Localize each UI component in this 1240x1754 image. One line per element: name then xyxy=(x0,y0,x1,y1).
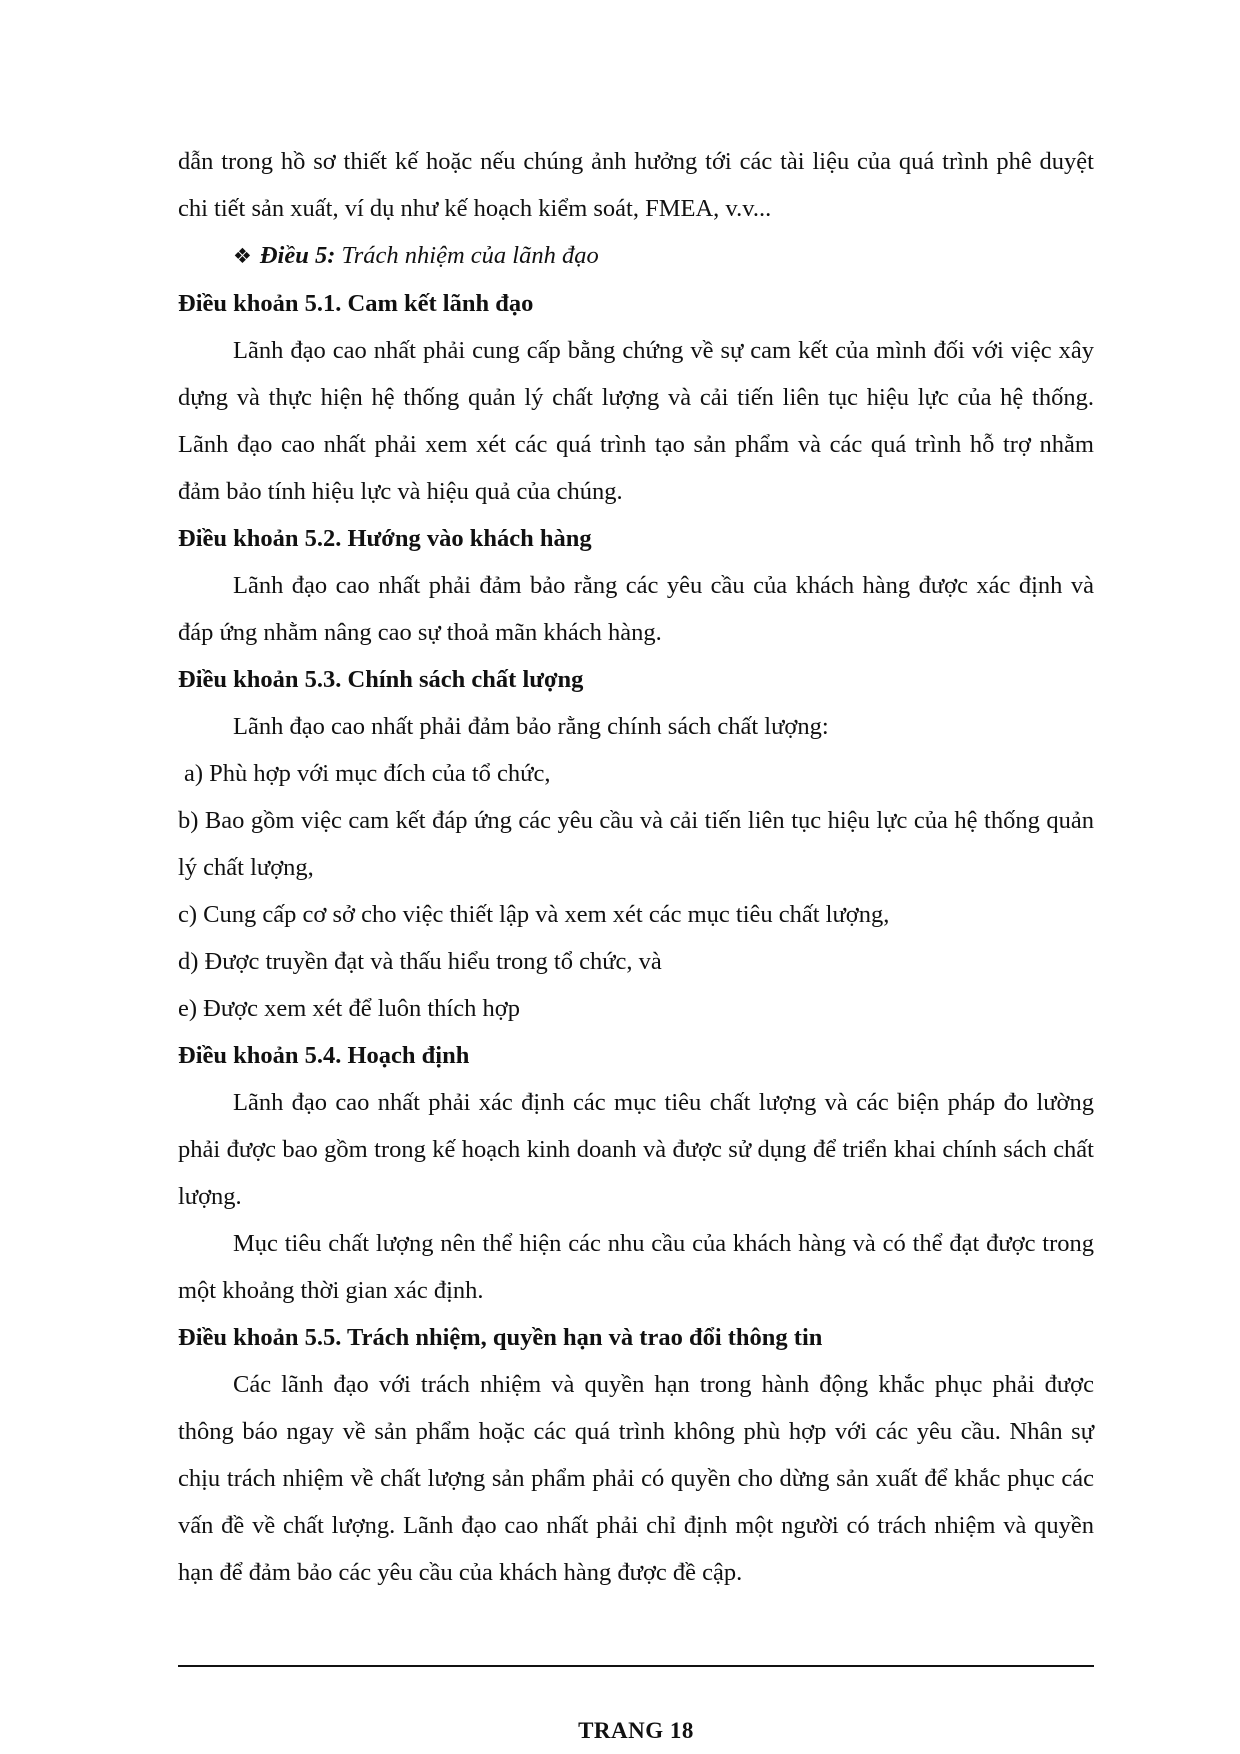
section-5-5-paragraph: Các lãnh đạo với trách nhiệm và quyền hạn trong hành động khắc phục phải được thông báo ngay về sản phẩm hoặc các quá trình không phù hợp với các yêu cầu. Nhân sự chịu trách nhiệm về chất lượng sản phẩm phải có quyền cho dừng sản xuất để khắc phục các vấn đề về chất lượng. Lãnh đạo cao nhất phải chỉ định một người có trách nhiệm và quyền hạn để đảm bảo các yêu cầu của khách hàng được đề cập. xyxy=(178,1371,1094,1586)
list-item: e) Được xem xét để luôn thích hợp xyxy=(178,995,520,1022)
footer-divider-accent xyxy=(938,1665,1094,1667)
article-heading xyxy=(178,232,1094,280)
diamond-bullet-icon: ❖ xyxy=(233,244,252,268)
section-heading-5-2: Điều khoản 5.2. Hướng vào khách hàng xyxy=(178,525,592,552)
list-item: b) Bao gồm việc cam kết đáp ứng các yêu cầu và cải tiến liên tục hiệu lực của hệ thống quản lý chất lượng, xyxy=(178,807,1094,881)
page-number: TRANG 18 xyxy=(578,1718,694,1743)
list-item: a) Phù hợp với mục đích của tổ chức, xyxy=(184,760,551,787)
article-title: Trách nhiệm của lãnh đạo xyxy=(341,242,599,269)
footer-divider-accent xyxy=(358,1665,638,1667)
list-item: c) Cung cấp cơ sở cho việc thiết lập và xem xét các mục tiêu chất lượng, xyxy=(178,901,890,928)
section-5-2-paragraph: Lãnh đạo cao nhất phải đảm bảo rằng các yêu cầu của khách hàng được xác định và đáp ứng nhằm nâng cao sự thoả mãn khách hàng. xyxy=(178,572,1094,646)
intro-continuation-paragraph: dẫn trong hồ sơ thiết kế hoặc nếu chúng ảnh hưởng tới các tài liệu của quá trình phê duyệt chi tiết sản xuất, ví dụ như kế hoạch kiểm soát, FMEA, v.v... xyxy=(178,148,1094,222)
section-heading-5-4: Điều khoản 5.4. Hoạch định xyxy=(178,1042,470,1069)
section-heading-5-5: Điều khoản 5.5. Trách nhiệm, quyền hạn và trao đổi thông tin xyxy=(178,1324,823,1351)
document-page-body xyxy=(178,138,1094,1596)
section-5-4-paragraph-2: Mục tiêu chất lượng nên thể hiện các nhu cầu của khách hàng và có thể đạt được trong một khoảng thời gian xác định. xyxy=(178,1230,1094,1304)
section-5-3-intro: Lãnh đạo cao nhất phải đảm bảo rằng chính sách chất lượng: xyxy=(233,713,829,740)
article-number: Điều 5: xyxy=(259,242,336,269)
section-heading-5-1: Điều khoản 5.1. Cam kết lãnh đạo xyxy=(178,290,534,317)
section-5-4-paragraph-1: Lãnh đạo cao nhất phải xác định các mục tiêu chất lượng và các biện pháp đo lường phải được bao gồm trong kế hoạch kinh doanh và được sử dụng để triển khai chính sách chất lượng. xyxy=(178,1089,1094,1210)
list-item: d) Được truyền đạt và thấu hiểu trong tổ chức, và xyxy=(178,948,662,975)
footer-divider xyxy=(178,1665,1094,1667)
section-5-1-paragraph: Lãnh đạo cao nhất phải cung cấp bằng chứng về sự cam kết của mình đối với việc xây dựng và thực hiện hệ thống quản lý chất lượng và cải tiến liên tục hiệu lực của hệ thống. Lãnh đạo cao nhất phải xem xét các quá trình tạo sản phẩm và các quá trình hỗ trợ nhằm đảm bảo tính hiệu lực và hiệu quả của chúng. xyxy=(178,337,1094,505)
section-heading-5-3: Điều khoản 5.3. Chính sách chất lượng xyxy=(178,666,584,693)
